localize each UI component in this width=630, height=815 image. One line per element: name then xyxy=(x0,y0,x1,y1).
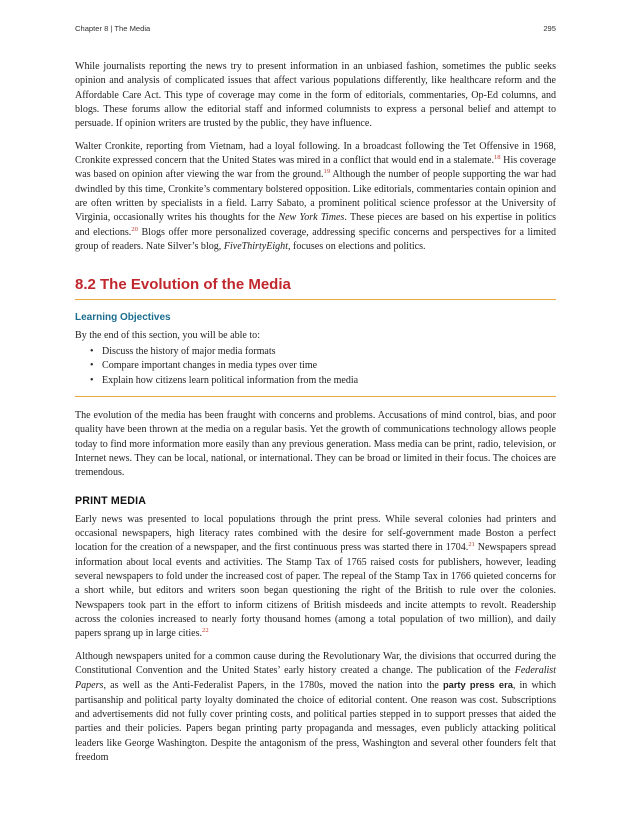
footnote-ref-18[interactable]: 18 xyxy=(493,154,501,162)
footnote-ref-21[interactable]: 21 xyxy=(468,541,475,549)
text-run: Walter Cronkite, reporting from Vietnam, had a loyal following. In a broadcast following the Tet Offensive in 1968, Cronkite expressed concern that the United States was mired in a conflict that would end in a stalemate. xyxy=(75,140,556,167)
text-run: , as well as the Anti-Federalist Papers, in the 1780s, moved the nation into the xyxy=(103,680,443,692)
paragraph-media-evolution: The evolution of the media has been fraught with concerns and problems. Accusations of mind control, bias, and poor quality have been thrown at the media on a regular basis. Yet the growth of communications technology allows people today to find more information more easily than any previous generation. Mass media can be print, radio, television, or Internet news. They can be local, national, or international. They can be broad or limited in their focus. The choices are tremendous. xyxy=(75,409,556,479)
page-body xyxy=(75,60,556,773)
paragraph-opinion-coverage: While journalists reporting the news try to present information in an unbiased fashion, sometimes the public seeks opinion and analysis of complicated issues that affect various populations differently, like healthcare reform and the Affordable Care Act. This type of coverage may come in the form of editorials, commentaries, Op-Ed columns, and blogs. These forums allow the editorial staff and informed columnists to express a personal belief and attempt to persuade. If opinion writers are trusted by the public, they have influence. xyxy=(75,61,556,130)
text-run: , in which partisanship and political party loyalty dominated the choice of editorial content. One reason was cost. Subscriptions and advertisements did not fully cover printing costs, and political parties stepped in to support presses that aided the parties and their policies. Papers began printing party propaganda and messages, even publicly attacking political leaders like George Washington. Despite the antagonism of the press, Washington and several other founders felt that freedom xyxy=(75,680,557,764)
text-run: Although newspapers united for a common cause during the Revolutionary War, the divisions that occurred during the Constitutional Convention and the United States’ early history created a change. The publication of the xyxy=(75,650,556,676)
learning-objectives-box xyxy=(75,300,556,396)
footnote-ref-19[interactable]: 19 xyxy=(323,168,331,176)
paragraph-party-press xyxy=(75,650,556,766)
text-run: . These pieces are based on his expertise in politics and elections. xyxy=(75,212,556,238)
paragraph-cronkite xyxy=(75,140,556,255)
list-item: • Explain how citizens learn political information from the media xyxy=(102,374,556,388)
text-run: Although the number of people supporting the war had dwindled by this time, Cronkite’s commentary bolstered opposition. Like editorials, commentaries contain opinion and are often written by specialists in a field. Larry Sabato, a prominent political science professor at the University of Virginia, occasionally writes his thoughts for the xyxy=(75,169,556,224)
paragraph-early-news xyxy=(75,513,556,642)
publication-title-federalist: Federalist Papers xyxy=(75,665,556,692)
text-run: , focuses on elections and politics. xyxy=(288,241,426,253)
text-run: His coverage was based on opinion after viewing the war from the ground. xyxy=(75,155,556,181)
chapter-title: Chapter 8 | The Media xyxy=(75,24,151,33)
subsection-heading-print-media: PRINT MEDIA xyxy=(75,494,147,507)
publication-title-nyt: New York Times xyxy=(278,212,345,224)
learning-objectives-heading: Learning Objectives xyxy=(75,312,171,324)
list-item: • Compare important changes in media types over time xyxy=(102,359,556,373)
blog-title: FiveThirtyEight xyxy=(223,241,288,253)
text-run: Blogs offer more personalized coverage, addressing specific concerns and perspectives for a limited group of readers. Nate Silver’s blog, xyxy=(75,226,556,253)
text-run: Early news was presented to local populations through the print press. While several colonies had printers and occasional newspapers, high literacy rates combined with the desire for self-government made Boston a perfect location for the creation of a newspaper, and the first continuous press was started there in 1704. xyxy=(75,513,556,554)
page-number: 295 xyxy=(543,24,556,33)
text-run: Newspapers spread information about local events and activities. The Stamp Tax of 1765 raised costs for publishers, however, leading several newspapers to fold under the increased cost of paper. The repeal of the Stamp Tax in 1766 quieted concerns for a short while, but editors and writers soon began questioning the right of the British to rule over the colonies. Newspapers took part in the effort to inform citizens of British misdeeds and incite attempts to revolt. Readership across the colonies increased to nearly forty thousand homes (among a total population of two million), and daily papers sprang up in large cities. xyxy=(75,542,556,640)
learning-objectives-list xyxy=(75,345,556,388)
key-term: party press era xyxy=(442,680,513,691)
running-header xyxy=(75,24,556,33)
footnote-ref-20[interactable]: 20 xyxy=(131,225,138,233)
footnote-ref-22[interactable]: 22 xyxy=(202,627,209,635)
list-item: • Discuss the history of major media formats xyxy=(102,345,556,359)
learning-objectives-intro: By the end of this section, you will be able to: xyxy=(75,330,260,342)
section-title: 8.2 The Evolution of the Media xyxy=(75,276,556,300)
